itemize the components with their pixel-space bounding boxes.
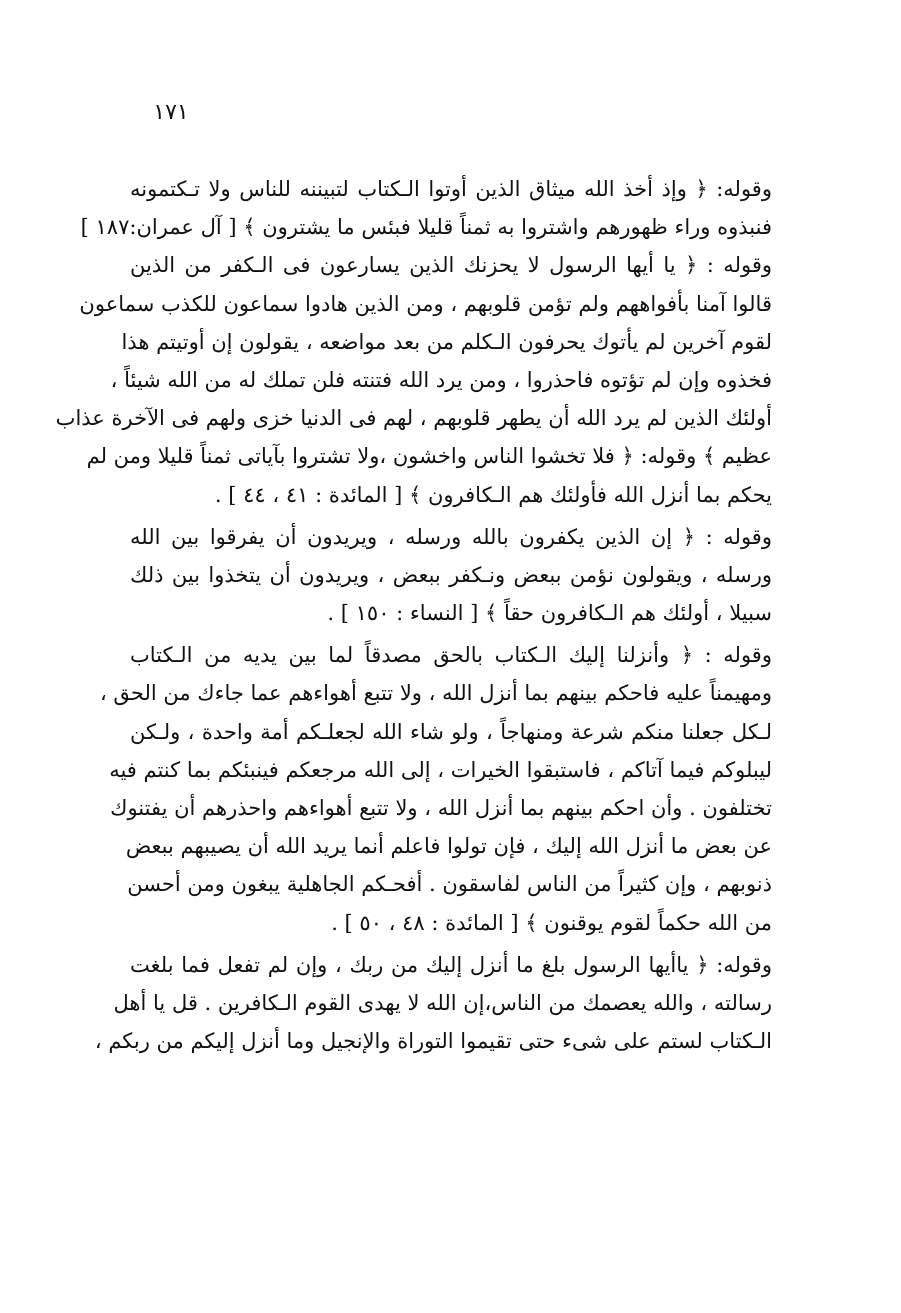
text-line: أولئك الذين لم يرد الله أن يطهر قلوبهم ، لهم فى الدنيا خزى ولهم فى الآخرة عذاب	[55, 406, 772, 431]
text-line: عن بعض ما أنزل الله إليك ، فإن تولوا فاعلم أنما يريد الله أن يصيبهم ببعض	[125, 834, 772, 859]
text-line: وقوله: ﴿ ياأيها الرسول بلغ ما أنزل إليك من ربك ، وإن لم تفعل فما بلغت	[130, 952, 772, 977]
page-number: ١٧١	[153, 100, 189, 125]
text-line: الـكتاب لستم على شىء حتى تقيموا التوراة والإنجيل وما أنزل إليكم من ربكم ،	[94, 1029, 772, 1054]
text-line: من الله حكماً لقوم يوقنون ﴾ [ المائدة : ٤٨ ، ٥٠ ] .	[331, 910, 772, 935]
body-text	[55, 170, 772, 1060]
text-line: يحكم بما أنزل الله فأولئك هم الـكافرون ﴾ [ المائدة : ٤١ ، ٤٤ ] .	[214, 482, 772, 507]
text-line: عظيم ﴾ وقوله: ﴿ فلا تخشوا الناس واخشون ،ولا تشتروا بآياتى ثمناً قليلا ومن لم	[86, 444, 772, 469]
text-line: وقوله : ﴿ يا أيها الرسول لا يحزنك الذين يسارعون فى الـكفر من الذين	[130, 253, 772, 278]
paragraph-4	[99, 636, 772, 942]
text-line: وقوله : ﴿ وأنزلنا إليك الـكتاب بالحق مصدقاً لما بين يديه من الـكتاب	[130, 643, 772, 668]
paragraph-5	[94, 946, 772, 1061]
text-line: تختلفون . وأن احكم بينهم بما أنزل الله ، ولا تتبع أهواءهم واحذرهم أن يفتنوك	[110, 796, 772, 820]
text-line: وقوله: ﴿ وإذ أخذ الله ميثاق الذين أوتوا الـكتاب لتبيننه للناس ولا تـكتمونه	[130, 177, 772, 201]
paragraph-3	[130, 518, 772, 633]
text-line: وقوله : ﴿ إن الذين يكفرون بالله ورسله ، ويريدون أن يفرقوا بين الله	[130, 524, 772, 549]
text-line: قالوا آمنا بأفواههم ولم تؤمن قلوبهم ، ومن الذين هادوا سماعون للكذب سماعون	[79, 291, 772, 316]
text-line: سبيلا ، أولئك هم الـكافرون حقاً ﴾ [ النساء : ١٥٠ ] .	[327, 601, 772, 626]
paragraph-2	[55, 246, 772, 513]
text-line: ومهيمناً عليه فاحكم بينهم بما أنزل الله ، ولا تتبع أهواءهم عما جاءك من الحق ،	[99, 681, 772, 706]
text-line: ورسله ، ويقولون نؤمن ببعض ونـكفر ببعض ، ويريدون أن يتخذوا بين ذلك	[130, 562, 772, 587]
text-line: لقوم آخرين لم يأتوك يحرفون الـكلم من بعد مواضعه ، يقولون إن أوتيتم هذا	[121, 329, 772, 354]
paragraph-1	[80, 170, 772, 246]
text-line: لـكل جعلنا منكم شرعة ومنهاجاً ، ولو شاء الله لجعلـكم أمة واحدة ، ولـكن	[130, 719, 772, 744]
text-line: رسالته ، والله يعصمك من الناس،إن الله لا يهدى القوم الـكافرين . قل يا أهل	[113, 990, 772, 1015]
text-line: ليبلوكم فيما آتاكم ، فاستبقوا الخيرات ، إلى الله مرجعكم فينبئكم بما كنتم فيه	[109, 757, 772, 782]
text-line: فخذوه وإن لم تؤتوه فاحذروا ، ومن يرد الله فتنته فلن تملك له من الله شيئاً ،	[110, 367, 772, 392]
text-line: ذنوبهم ، وإن كثيراً من الناس لفاسقون . أفحـكم الجاهلية يبغون ومن أحسن	[127, 872, 772, 897]
text-line: فنبذوه وراء ظهورهم واشتروا به ثمناً قليلا فبئس ما يشترون ﴾ [ آل عمران:١٨٧ ]	[80, 215, 772, 240]
